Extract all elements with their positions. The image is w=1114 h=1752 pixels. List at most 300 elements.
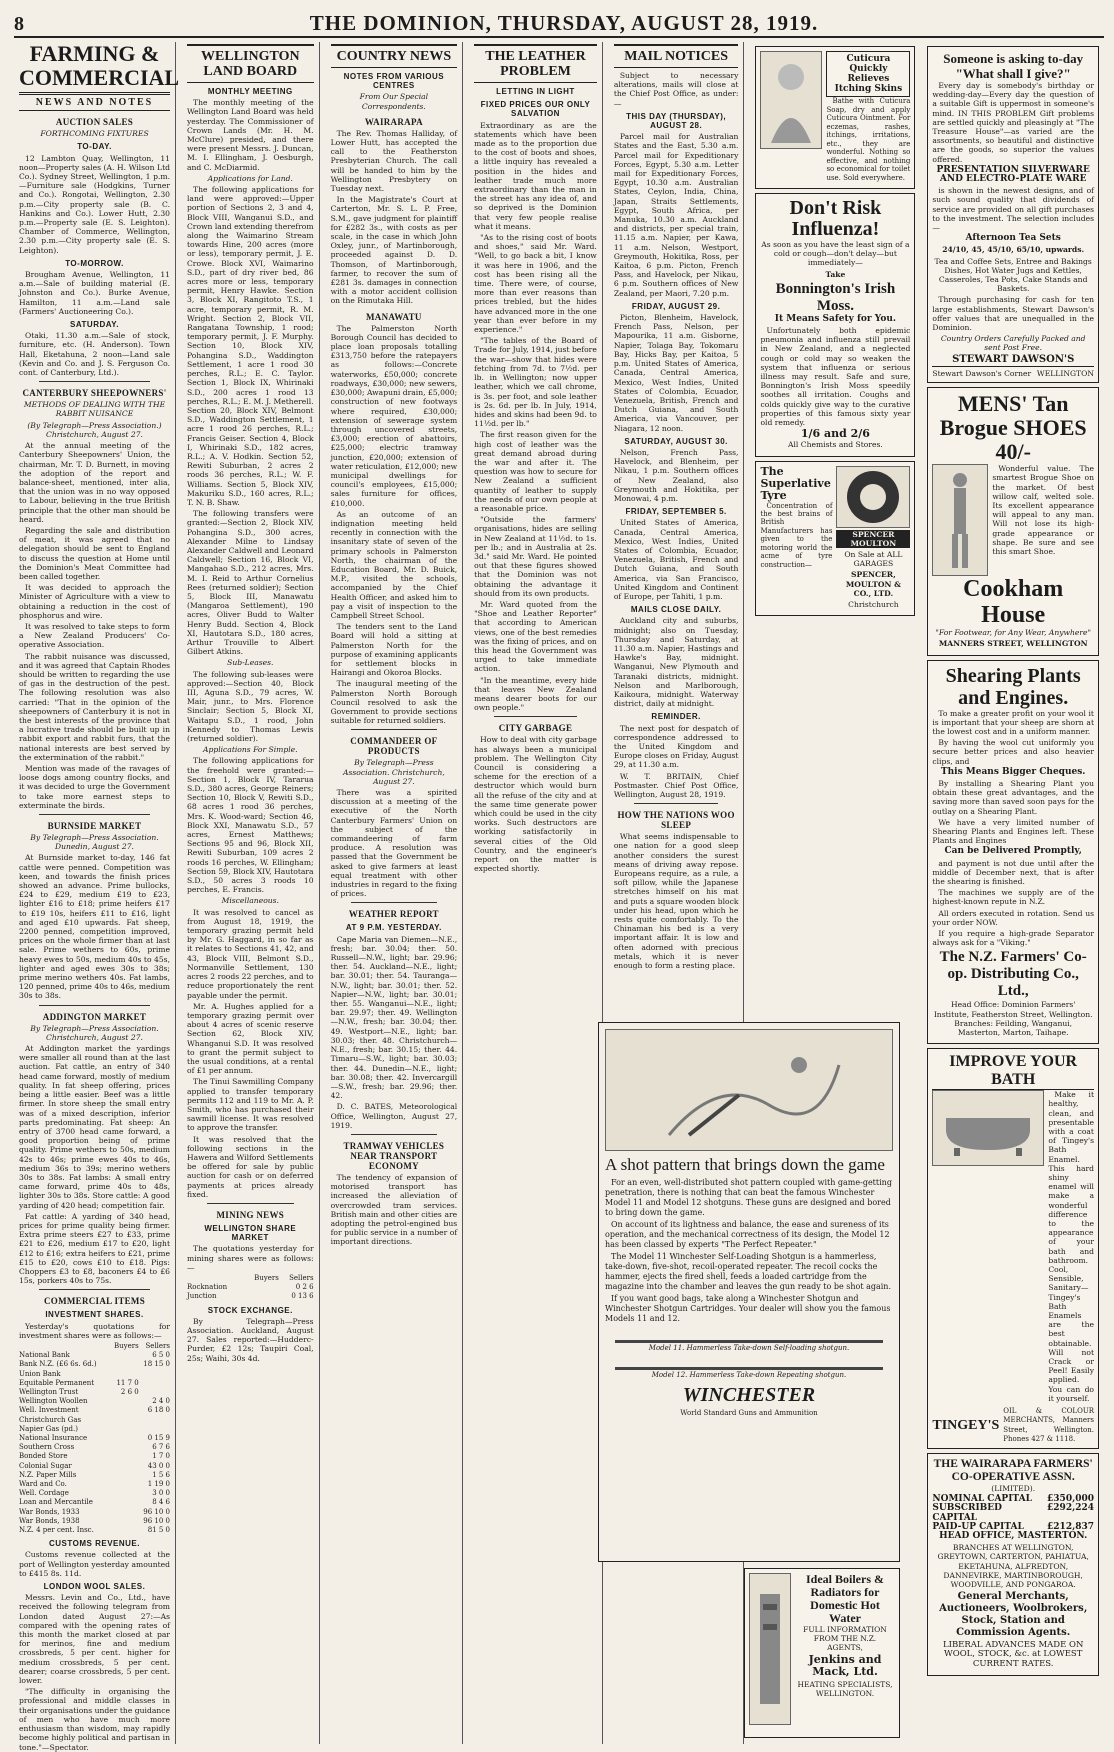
table-cell: [244, 1283, 279, 1292]
bath-footer: [932, 1407, 1094, 1444]
column-ads-right: [921, 42, 1104, 1744]
bonnington-text: Unfortunately both epidemic pneumonia and influenza still prevail in New Zealand, and a neglected cough or cold may so weaken the system that influenza or serious illness may result. Safe and sure, Bonnington's Irish Moss speedily soothes all irritation. Coughs and colds quickly give way to the curative properties of this famous sixty year old remedy.: [760, 326, 911, 428]
mail-day: SATURDAY, AUGUST 30.: [624, 436, 728, 446]
table-row: [19, 1443, 170, 1452]
winchester-text: The Model 11 Winchester Self-Loading Shotgun is a hammerless, take-down, five-shot, recoil-operated repeater. The recoil cocks the hammer, ejects the fired shell, feeds a loaded cartridge from the magazine into the chamber and leaves the gun ready to be shot again.: [605, 1252, 891, 1291]
table-cell: [110, 1370, 139, 1379]
winchester-caption: Model 11. Hammerless Take-down Self-loading shotgun.: [648, 1344, 850, 1352]
auction-text: 12 Lambton Quay, Wellington, 11 noon—Property sales (A. H. Wilson Ltd Co.). Sydney Street, Wellington, 1 p.m.—Furniture sale (Hodgkins, Turner and Co.). Rongotai, Wellington, 2.30 p.m.—City property sale (B. C. Hankins and Co.). Lower Hutt, 2.30 p.m.—Property sale (E. S. Leighton). Chamber of Commerce, Wellington, 2.30 p.m.—City property sale (E. S. Leighton).: [19, 153, 170, 255]
table-cell: Christchurch Gas: [19, 1415, 82, 1424]
section-heading: Applications for Land.: [207, 173, 293, 183]
shearing-text: We have a very limited number of Shearing Plants and Engines left. These Plants and Engines: [932, 817, 1094, 846]
table-cell: [139, 1388, 170, 1397]
dawson-text2: is shown in the newest designs, and of such sound quality that dividends of service are provided on all gift purchases to the investment. The selection includes—: [932, 186, 1094, 233]
table-cell: Union Bank: [19, 1369, 61, 1378]
table-cell: [110, 1462, 139, 1471]
article-paragraph: The Palmerston North Borough Council has decided to place loan proposals totalling £313,750 before the ratepayers as follows:—Concrete waterworks, £50,000; concrete roadways, £30,000; new sewers, £30,000; Awapuni drain, £5,000; construction of new footways where required, £30,000; extension of sewerage system through uncovered streets, £3,000; erection of abattoirs, £25,000; electric tramway junction, £20,000; extension of water reticulation, £12,000; new municipal dwellings for council's employees, £15,000; sales furniture for offices, £10,000.: [330, 323, 458, 508]
wfa-capital-label: SUBSCRIBED CAPITAL: [932, 1503, 1002, 1523]
table-cell: 8 4 6: [152, 1498, 170, 1507]
table-cell: 1 5 6: [152, 1470, 170, 1479]
divider: [39, 1289, 150, 1290]
table-cell: [110, 1434, 139, 1443]
table-cell: N.Z. 4 per cent. Insc.: [19, 1526, 94, 1535]
article-paragraph: Fat cattle: A yarding of 340 head, prices for prime quality being firmer. Extra prime steers £27 to £33, prime £21 to £26, medium £17 to £20, light £12 to £16; extra heifers to £21, prime £15 to £20, cows £10 to £18. Pigs: Choppers £3 to £8, baconers £4 to £6 15s, porkers 40s to 75s.: [19, 1211, 170, 1286]
table-row: [19, 1471, 170, 1480]
page-number: 8: [14, 13, 24, 35]
bonnington-price: 1/6 and 2/6: [800, 427, 870, 441]
weather-heading: WEATHER REPORT: [348, 909, 439, 920]
table-row: [19, 1462, 170, 1471]
table-cell: 2 4 0: [152, 1397, 170, 1406]
table-cell: Rocknation: [187, 1283, 228, 1292]
shearing-text: and payment is not due until after the middle of December next, that is after the shearing is finished.: [932, 858, 1094, 886]
commercial-heading: COMMERCIAL ITEMS: [43, 1296, 146, 1307]
article-paragraph: The following applications for land were approved:—Upper portion of Sections 2, 3 and 4, Block VIII, Wanganui S.D., and Crown land extending therefrom along the Waimarino Stream towards Hine, 200 acres (more or less), temporary permit, J. E. Crowe. Block XVI, Waimarino S.D., part of dry river bed, 86 acres more or less, temporary permit, Henry Hawke. Section 3, Block XI, Rangitoto T.S., 1 acre, temporary permit, R. M. Wright. Section 2, Block VII, Rangatana Township, 1 rood; temporary permit, J. F. Murphy. Section 10, Block XIV, Pohangina S.D., Waddington Settlement, 1 acre 1 rood 30 perches, R.L.; E. C. Taylor. Section 1, Block IX, Whirinaki S.D., 200 acres 1 rood 13 perches, R.L.; E. M. J. Metherell. Section 20, Block XIV, Belmont S.D., Waddington Settlement, 1 acre 1 rood 26 perches, R.L.; Francis Geiser. Section 4, Block I, Whirinaki S.D., 182 acres, R.L.; A. V. Hodkin. Section 52, Rewiti Suburban, 2 acres 2 roods 36 perches, R.L.; W. F. Williams. Section 5, Block XIV, Makuriku S.D., 160 acres, R.L.; T. N. B. Shaw.: [187, 185, 314, 507]
table-row: [19, 1498, 170, 1507]
article-paragraph: It was resolved that the following sections in the Hawera and Wilford Settlements be offered for sale by public auction for cash or on deferred payments at prices already fixed.: [187, 1134, 314, 1199]
article-paragraph: "Outside the farmers' organisations, hides are selling in New Zealand at 11½d. to 1s. per lb.; and in Australia at 2s. 3d." said Mr. Ward. He pointed out that these figures showed that the Dominion was not obtaining the advantage it should from its own products.: [474, 515, 597, 598]
boiler-text: FULL INFORMATION FROM THE N.Z. AGENTS,: [803, 1625, 887, 1652]
article-paragraph: The following transfers were granted:—Section 2, Block XIV, Pohangina S.D., 300 acres, Alexander Milne to Lindsay Alexander Caldwell and Leonard Caldwell; Section 16, Block VI, Mangahao S.D., 212 acres, Mrs. M. I. Reid to Arthur Cornelius Rees (returned soldier); Section 5, Block III, Manawatu (Mangaroa Settlement), 190 acres, Oliver Budd to Walter Henry Budd. Section 4, Block XI, Hautotara S.D., 180 acres, Arthur Trouville to Albert Gilbert Atkins.: [187, 509, 314, 657]
bonnington-chemists: All Chemists and Stores.: [788, 440, 883, 450]
dawson-text3: Through purchasing for cash for ten large establishments, Stewart Dawson's offer values that are unequalled in the Dominion.: [932, 295, 1094, 333]
table-row: [19, 1370, 170, 1379]
table-row: [19, 1434, 170, 1443]
dawson-tea: Afternoon Tea Sets: [965, 233, 1061, 244]
stock-text: By Telegraph—Press Association. Auckland, August 27. Sales reported:—Hudderc-Purder, £2 12s; Taupiri Coal, 25s; Waihi, 30s 4d.: [187, 1316, 314, 1363]
table-header-cell: [19, 1342, 110, 1351]
divider: [351, 1134, 438, 1135]
cuticura-ad: [755, 46, 915, 189]
article-paragraph: "As to the rising cost of boots and shoes," said Mr. Ward. "Well, to go back a bit, I know it was here in 1906, and the cost has been rising all the time. There were, of course, more than ever reasons than prices trebled, but the hides have advanced more in the one year than ever before in my experience.": [474, 233, 597, 335]
table-cell: National Insurance: [19, 1434, 88, 1442]
stock-heading: STOCK EXCHANGE.: [207, 1305, 293, 1315]
wfa-capital-row: [932, 1504, 1094, 1522]
woman-illustration-icon: [760, 51, 822, 149]
article-byline: By Telegraph—Press Association. Christchurch, August 27.: [30, 1023, 159, 1042]
article-byline: (By Telegraph—Press Association.) Christchurch, August 27.: [27, 420, 162, 439]
mining-heading: MINING NEWS: [216, 1209, 285, 1220]
shearing-text: By installing a Shearing Plant you obtain these great advantages, and the saving more than saved soon pays for the outlay on a Shearing Plant.: [932, 778, 1094, 816]
article-heading: CANTERBURY SHEEPOWNERS': [22, 388, 167, 399]
wfa-general: General Merchants, Auctioneers, Woolbrokers, Stock, Station and Commission Agents.: [939, 1591, 1088, 1639]
wfa-capital-label: NOMINAL CAPITAL: [932, 1494, 1032, 1505]
dawson-text: Every day is somebody's birthday or wedding-day—Every day the question of a suitable Gift is uppermost in someone's mind. IN THIS PROBLEM Gift problems are settled quickly and pleasingly at "The Treasure House"—as varied are the assortments, so beautiful and distinctive are the goods, so superior the values offered.: [932, 81, 1094, 164]
tyre-city: Christchurch: [848, 600, 899, 610]
table-row: [19, 1452, 170, 1461]
article-paragraph: The tenders sent to the Land Board will hold a sitting at Palmerston North for the purpose of examining applicants for settlement blocks in Hairangi and Okoroa Blocks.: [330, 622, 458, 678]
table-cell: 43 0 0: [147, 1461, 170, 1470]
table-cell: [139, 1416, 170, 1425]
dawson-footer-city: WELLINGTON: [1036, 368, 1094, 378]
wfa-branches: BRANCHES AT WELLINGTON, GREYTOWN, CARTERTON, PAHIATUA, EKETAHUNA, ALFREDTON, DANNEVIRKE, MARTINBOROUGH, WOODVILLE, AND PONGAROA.: [937, 1543, 1089, 1589]
divider: [39, 814, 150, 815]
article-heading: THE LEATHER PROBLEM: [474, 44, 597, 83]
auction-day: TO-DAY.: [77, 142, 112, 152]
table-cell: 2 6 0: [120, 1387, 139, 1396]
table-cell: [110, 1452, 139, 1461]
mail-text: Parcel mail for Australian States and the East, 5.30 a.m. Parcel mail for Expeditionary Forces, Egypt, 5.30 a.m. Letter mail for Expeditionary Forces, Egypt, 10.30 a.m. Australian States, Ceylon, India, China, Japan, Straits Settlements, Egypt, South Africa, per Manuka, 10.30 a.m. Auckland and districts, per special train, 11.15 a.m. Napier, per Kawa, 11 a.m. Nelson, Westport, Greymouth, Hokitika, Ross, per Kaitoa, 6 p.m. Picton, French Pass, and Havelock, per Nikau, 6 p.m. Southern offices of New Zealand, per Maori, 7.20 p.m.: [613, 132, 739, 298]
table-cell: [110, 1351, 139, 1360]
article-heading: ADDINGTON MARKET: [42, 1011, 147, 1022]
dawson-name: STEWART DAWSON'S: [952, 353, 1075, 365]
wfa-capital-list: [932, 1495, 1094, 1532]
divider: [39, 1005, 150, 1006]
table-cell: 96 10 0: [143, 1516, 170, 1525]
bath-text: Make it healthy, clean, and presentable with a coat of Tingey's Bath Enamel. This hard shiny enamel will make a wonderful difference to the appearance of your bath and bathroom. Cool, Sensible, Sanitary—Tingey's Bath Enamels are the best obtainable. Will not Crack or Peel! Easily applied. You can do it yourself.: [1048, 1090, 1095, 1403]
shotgun-model11-icon: [615, 1330, 883, 1343]
mail-day: REMINDER.: [651, 712, 701, 722]
article-paragraph: Mention was made of the ravages of loose dogs among country flocks, and it was decided to urge the Government to take more earnest steps to exterminate the birds.: [19, 764, 170, 810]
dawson-headline: Someone is asking to-day "What shall I give?": [943, 51, 1084, 81]
table-row: [19, 1388, 170, 1397]
column-farming: [14, 41, 180, 1752]
article-paragraph: The rabbit nuisance was discussed, and it was agreed that Captain Rhodes should be written to regarding the use of gas in the destruction of the pest. The following resolution was also carried: "That in the opinion of the sheepowners of Canterbury it is not in the best interests of the province that a lucrative trade should be built up in rabbit export and rabbit furs, that the national interests are best served by the extermination of the rabbit.": [19, 651, 170, 762]
article-paragraph: There was a spirited discussion at a meeting of the executive of the North Canterbury Farmers' Union on the subject of the commandeering of farm produce. A resolution was passed that the Government be asked to give farmers at least equal treatment with other industries in regard to the fixing of prices.: [330, 788, 458, 899]
shearing-text: All orders executed in rotation. Send us your order NOW.: [932, 908, 1094, 927]
shoe-tag: "For Footwear, for Any Wear, Anywhere": [935, 628, 1092, 638]
wfa-liberal: LIBERAL ADVANCES MADE ON WOOL, STOCK, &c. at LOWEST CURRENT RATES.: [942, 1640, 1084, 1669]
bonnington-headline: Bonnington's Irish Moss.: [775, 280, 896, 314]
table-cell: Well. Investment: [19, 1406, 79, 1415]
mail-day: THIS DAY (THURSDAY), AUGUST 28.: [626, 111, 727, 131]
article-paragraph: How to deal with city garbage has always been a municipal problem. The Wellington City Council is considering a scheme for the erection of a destructor which would burn all the refuse of the city and at the same time generate power which could be used in the city works. Such destructors are working satisfactorily in several cities of the Old Country, and the engineer's report on the matter is expected shortly.: [474, 735, 597, 874]
article-paragraph: The inaugural meeting of the Palmerston North Borough Council resolved to ask the Government to provide sections suitable for returned soldiers.: [330, 679, 458, 726]
shearing-text: If you require a high-grade Separator always ask for a "Viking.": [932, 928, 1094, 948]
auction-tomorrow: TO-MORROW.: [65, 258, 124, 268]
table-cell: National Bank: [19, 1351, 70, 1360]
customs-text: Customs revenue collected at the port of Wellington yesterday amounted to £415 8s. 11d.: [19, 1550, 170, 1578]
tyre-ad: [755, 461, 915, 617]
article-heading: TRAMWAY VEHICLES NEAR TRANSPORT ECONOMY: [343, 1140, 445, 1171]
section-heading: Applications For Simple.: [202, 745, 298, 755]
tyre-icon: [836, 466, 910, 528]
influenza-text: As soon as you have the least sign of a cold or cough—don't delay—but immediately—: [761, 240, 910, 268]
tyre-sale: On Sale at ALL GARAGES: [844, 550, 903, 569]
article-heading: COUNTRY NEWS: [331, 44, 458, 68]
mail-day: FRIDAY, AUGUST 29.: [631, 301, 721, 311]
weather-subheading: AT 9 P.M. YESTERDAY.: [345, 923, 442, 933]
table-cell: 18 15 0: [143, 1360, 170, 1369]
shoe-address: MANNERS STREET, WELLINGTON: [938, 639, 1088, 649]
wfa-capital-value: £212,837: [1047, 1521, 1094, 1532]
customs-heading: CUSTOMS REVENUE.: [49, 1539, 140, 1549]
mining-note: The quotations yesterday for mining shares were as follows:—: [187, 1244, 314, 1272]
table-cell: Wellington Trust: [19, 1387, 79, 1396]
article-paragraph: The Rev. Thomas Halliday, of Lower Hutt, has accepted the call to the Featherston Presbyterian Church. The call will be handed to him by the Wellington Presbytery on Tuesday next.: [330, 128, 458, 194]
table-row: [19, 1360, 170, 1369]
article-paragraph: Mr. A. Hughes applied for a temporary grazing permit over about 4 acres of scenic reserve Section 62, Block XIV, Whanganui S.D. It was resolved to grant the permit subject to the usual conditions, at a rental of £1 per annum.: [187, 1001, 314, 1076]
table-cell: [110, 1397, 139, 1406]
mail-text: United States of America, Canada, Central America, Mexico, West Indies, United States of Colombia, Ecuador, Venezuela, British, French and Dutch Guiana, and South America, via San Francisco, United Kingdom and Continent of Europe, per Tahiti, 1 p.m.: [613, 518, 739, 601]
article-paragraph: The first reason given for the high cost of leather was the great demand abroad during the war and after it. The question was how to secure for New Zealand a sufficient quantity of leather to supply the needs of our own people at a reasonable price.: [474, 430, 597, 513]
auction-heading: AUCTION SALES: [55, 117, 134, 128]
article-subheading: FIXED PRICES OUR ONLY SALVATION: [480, 100, 591, 119]
table-cell: [110, 1406, 139, 1415]
auction-saturday: SATURDAY.: [70, 320, 119, 330]
table-header-row: [19, 1342, 170, 1351]
table-cell: [110, 1425, 139, 1434]
table-cell: 3 0 0: [152, 1489, 170, 1498]
divider: [351, 902, 438, 903]
article-paragraph: At the annual meeting of the Canterbury Sheepowners' Union, the chairman, Mr. T. D. Burnett, in moving the adoption of the report and balance-sheet, mentioned, inter alia, that the union was in no way opposed to Labour, believing in the true British principle that the other man should be heard.: [19, 441, 170, 524]
boiler-foot: HEATING SPECIALISTS, WELLINGTON.: [797, 1680, 893, 1698]
winchester-brand: WINCHESTER: [682, 1384, 816, 1406]
table-cell: 0 13 6: [291, 1292, 314, 1301]
section-subbanner: NEWS AND NOTES: [19, 98, 170, 111]
winchester-ad: [598, 1022, 900, 1562]
section-heading: Sub-Leases.: [227, 658, 274, 668]
wairarapa-farmers-ad: [927, 1453, 1099, 1676]
table-cell: Junction: [187, 1292, 217, 1301]
table-cell: Napier Gas (pd.): [19, 1424, 78, 1433]
table-cell: [244, 1292, 279, 1301]
quote-text: "The difficulty in organising the professional and middle classes in their organisations under the guidance of men who have much more enthusiasm than wisdom, may rapidly become highly political and partisan in tone."—Spectator.: [19, 1687, 170, 1752]
mail-day: MAILS CLOSE DAILY.: [630, 605, 722, 615]
mail-text: Picton, Blenheim, Havelock, French Pass, Nelson, per Mapourika, 11 a.m. Gisborne, Napier, Tolaga Bay, Tokomaru Bay, Hicks Bay, per Kaitoa, 5 p.m. United States of America, Canada, Central America, Mexico, West Indies, United States of Colombia, Ecuador, Venezuela, British, French and Dutch Guiana, and South America, via Vancouver, per Niagara, 12 noon.: [613, 313, 739, 433]
shares-table: [19, 1342, 170, 1535]
boiler-headline: Ideal Boilers & Radiators for Domestic Hot Water: [806, 1572, 884, 1625]
boiler-agent: Jenkins and Mack, Ltd.: [808, 1653, 882, 1678]
table-row: [19, 1397, 170, 1406]
article-byline: By Telegraph—Press Association. Dunedin, August 27.: [30, 833, 159, 852]
bath-body: [932, 1090, 1094, 1405]
article-heading: BURNSIDE MARKET: [47, 821, 142, 832]
dawson-items: Tea and Coffee Sets, Entree and Bakings Dishes, Hot Water Jugs and Kettles, Casseroles, Tea Pots, Cake Stands and Baskets.: [934, 256, 1092, 294]
paper-title: THE DOMINION, THURSDAY, AUGUST 28, 1919.: [309, 11, 819, 35]
table-cell: [110, 1489, 139, 1498]
table-cell: [110, 1416, 139, 1425]
article-byline: From Our Special Correspondents.: [359, 92, 429, 111]
article-paragraph: "The tables of the Board of Trade for July, 1914, just before the war—show that hides were fetching from 7d. to 7½d. per lb. in Wellington; now upper leather, which we call chrome, is 3s. per foot, and sole leather is 2s. 6d. per lb. In July, 1914, hides and skins had been 9d. to 11½d. per lb.": [474, 336, 597, 429]
divider: [207, 1203, 294, 1204]
table-cell: Southern Cross: [19, 1443, 75, 1452]
bath-illustration-icon: [932, 1090, 1044, 1166]
table-cell: [110, 1443, 139, 1452]
article-heading: CITY GARBAGE: [498, 723, 573, 734]
table-row: [19, 1416, 170, 1425]
table-cell: 1 19 0: [147, 1480, 170, 1489]
table-cell: [110, 1526, 139, 1535]
article-paragraph: In the Magistrate's Court at Carterton, Mr. S. L. P. Free, S.M., gave judgment for plaintiff for £282 3s., with costs as per scale, in the case in which John Oxley, junr., of Martinborough, proceeded against D. D. Thomson, of Martinborough, farmer, to recover the sum of £281 3s. damages in connection with a motor accident collision on the Rimutaka Hill.: [330, 195, 458, 306]
table-cell: Wellington Woollen: [19, 1397, 88, 1406]
section-heading: Miscellaneous.: [221, 896, 279, 906]
boiler-ad: [744, 1568, 900, 1738]
wfa-office: HEAD OFFICE, MASTERTON.: [939, 1530, 1088, 1541]
wfa-limited: (LIMITED).: [991, 1483, 1036, 1493]
table-cell: Colonial Sugar: [19, 1461, 72, 1470]
winchester-text: If you want good bags, take along a Winchester Shotgun and Winchester Shotgun Cartridges. Your dealer will show you the famous Models 11 and 12.: [605, 1294, 891, 1323]
table-cell: [110, 1498, 139, 1507]
table-row: [187, 1292, 314, 1301]
weather-sign: D. C. BATES, Meteorological Office, Wellington, August 27, 1919.: [330, 1102, 458, 1130]
region-heading: MANAWATU: [366, 311, 422, 322]
table-cell: War Bonds, 1938: [19, 1516, 80, 1525]
article-subheading: METHODS OF DEALING WITH THE RABBIT NUISANCE: [23, 400, 166, 419]
shearing-headline: Shearing Plants and Engines.: [945, 664, 1081, 709]
cookham-ad: [927, 387, 1099, 655]
divider: [494, 716, 577, 717]
winchester-headline: A shot pattern that brings down the game: [605, 1155, 885, 1174]
bath-address: OIL & COLOUR MERCHANTS, Manners Street, Wellington. Phones 427 & 1118.: [1003, 1407, 1094, 1443]
bonnington-ad: [755, 193, 915, 457]
shares-body: [19, 1351, 170, 1535]
winchester-text: On account of its lightness and balance, the ease and sureness of its operation, and the mechanical correctness of its design, the Model 12 has been classed by experts "The Perfect Repeater.": [605, 1220, 890, 1249]
mining-subheading: WELLINGTON SHARE MARKET: [204, 1223, 297, 1243]
boiler-illustration-icon: [749, 1573, 791, 1725]
table-cell: 6 5 0: [152, 1351, 170, 1360]
golfer-illustration-icon: [932, 464, 988, 576]
mail-day: FRIDAY, SEPTEMBER 5.: [625, 507, 727, 517]
table-row: [19, 1425, 170, 1434]
shearing-text: To make a greater profit on your wool it is important that your sheep are shorn at the lowest cost and in a uniform manner.: [932, 708, 1094, 736]
article-paragraph: Mr. Ward quoted from the "Shoe and Leather Reporter" that according to American views, one of the best remedies was the fixing of prices, and on this head the Government was urged to take immediate action.: [474, 599, 597, 674]
cuticura-text: Bathe with Cuticura Soap, dry and apply Cuticura Ointment. For eczemas, rashes, itchings, irritations, etc., they are wonderful. Nothing so effective, and nothing so economical for toilet use. Sold everywhere.: [826, 97, 911, 182]
table-cell: Well. Cordage: [19, 1489, 69, 1498]
dawson-tea-price: 24/10, 45, 45/10, 65/10, upwards.: [942, 245, 1085, 255]
table-cell: [139, 1370, 170, 1379]
article-heading: MAIL NOTICES: [614, 44, 739, 68]
article-heading: HOW THE NATIONS WOO SLEEP: [617, 810, 735, 831]
table-row: [19, 1526, 170, 1535]
table-header-row: [187, 1274, 314, 1283]
winchester-text: For an even, well-distributed shot pattern coupled with game-getting penetration, there is nothing that can beat the famous Winchester Model 11 and Model 12 shotguns. These guns are designed and bored to bring down the game.: [605, 1178, 892, 1217]
shearing-brand: The N.Z. Farmers' Co-op. Distributing Co., Ltd.,: [939, 949, 1087, 1000]
table-row: [19, 1480, 170, 1489]
mail-sign: W. T. BRITAIN, Chief Postmaster. Chief Post Office, Wellington, August 28, 1919.: [613, 771, 739, 800]
table-cell: 6 7 6: [152, 1443, 170, 1452]
shoe-body: [932, 464, 1094, 576]
masthead: [14, 6, 1104, 38]
mail-text: The next post for despatch of correspondence addressed to the United Kingdom and Europe closes on Friday, August 29, at 11.30 a.m.: [613, 723, 739, 770]
shoe-headline: MENS' Tan Brogue SHOES 40/-: [939, 391, 1087, 465]
article-subheading: LETTING IN LIGHT: [496, 87, 575, 96]
table-cell: 96 10 0: [143, 1507, 170, 1516]
shearing-text: The machines we supply are of the highest-known repute in N.Z.: [932, 888, 1094, 907]
tyre-maker: SPENCER, MOULTON & CO., LTD.: [845, 570, 901, 598]
shearing-office: Head Office: Dominion Farmers' Institute, Featherston Street, Wellington. Branches: Feilding, Wanganui, Masterton, Marton, Taihape.: [933, 1000, 1093, 1037]
region-heading: WAIRARAPA: [364, 116, 423, 127]
shearing-ad: [927, 660, 1099, 1045]
table-cell: 1 7 0: [152, 1452, 170, 1461]
table-row: [19, 1351, 170, 1360]
article-paragraph: It was resolved to cancel as from August 18, 1919, the temporary grazing permit held by Mr. G. Haggard, in so far as it relates to Sections 41, 42, and 43, Block VIII, Belmont S.D., Normanville Settlement, 130 acres 2 roods 22 perches, and to reduce proportionately the rent payable under the permit.: [187, 907, 314, 1000]
table-header-cell: Sellers: [145, 1341, 170, 1350]
hunter-illustration-icon: [605, 1029, 893, 1151]
shares-heading: INVESTMENT SHARES.: [45, 1310, 144, 1320]
article-paragraph: Subject to necessary alterations, mails will close at the Chief Post Office, as under:—: [613, 71, 739, 108]
article-byline: By Telegraph—Press Association. Christchurch, August 27.: [342, 758, 445, 786]
shares-note: Yesterday's quotations for investment shares were as follows:—: [19, 1321, 170, 1340]
article-paragraph: Regarding the sale and distribution of meat, it was agreed that no delegation should be sent to England to discuss the question at Home until the Dominion's Meat Committee had been called together.: [19, 525, 170, 581]
table-cell: Equitable Permanent: [19, 1378, 95, 1387]
article-paragraph: At Addington market the yardings were smaller all round than at the last auction. Fat cattle, an entry of 340 head came forward, mostly of medium quality. In fat sheep offering, prices being a little easier. Beef was a little firmer. In store sheep the small entry was of a mixed description, inferior parts predominating. Fat sheep: An entry of 3700 head came forward, a good proportion being of prime quality. Prime wethers to 50s, medium 42s to 46s; prime ewes 40s to 46s, medium 36s to 39s; merino wethers 30s to 38s. Fat lambs: A small entry came forward, prime 40s to 48s, lighter 30s to 38s. Store cattle: A good yarding of 420 head; competition fair.: [19, 1044, 170, 1210]
shotgun-model12-icon: [615, 1357, 883, 1370]
article-paragraph: The following applications for the freehold were granted:—Section 1, Block IV, Tararua S.D., 380 acres, George Reiners; Section 10, Block V, Rewiti S.D., 68 acres 1 rood 36 perches, Mrs. K. Wood-ward; Section 46, Block XXI, Manawatu S.D., 57 acres, Ernest Matthews; Sections 95 and 96, Block XII, Rewiti Suburban, 109 acres 2 roods 16 perches, W. Ellingham; Section 59, Block XIV, Hautotara S.D., 50 acres 3 roods 10 perches, E. Francis.: [187, 756, 314, 895]
wfa-capital-value: £292,224: [1047, 1503, 1094, 1514]
columns: [14, 41, 1104, 1752]
column-country-news: [326, 42, 464, 1744]
article-paragraph: "In the meantime, every hide that leaves New Zealand means dearer boots for our own people.": [474, 675, 597, 713]
article-paragraph: Extraordinary as are the statements which have been made as to the proportion due to the cost of boots and shoes, a little inquiry has revealed a position in the hides and leather trade much more extraordinary than the man in the street has any idea of, and so deprived is the Dominion that very few people realise what it means.: [474, 120, 597, 231]
article-subheading: MONTHLY MEETING: [207, 87, 293, 96]
table-cell: [139, 1425, 170, 1434]
divider: [39, 381, 150, 382]
dawson-country: Country Orders Carefully Packed and sent Post Free.: [940, 334, 1086, 353]
shearing-means: This Means Bigger Cheques.: [940, 766, 1086, 777]
weather-text: Cape Maria van Diemen—N.E., fresh; bar. 30.04; ther. 50. Russell—N.W., light; bar. 29.96; ther. 54. Auckland—N.E., light; bar. 30.01; ther. 54. Tauranga—N.W., light; bar. 30.01; ther. 52. Napier—N.W., light; bar. 30.01; ther. 55. Wanganui—N.E., light; bar. 29.97; ther. 49. Wellington—N.W., fresh; bar. 30.04; ther. 49. Westport—N.E., light; bar. 30.03; ther. 48. Christchurch—N.E., fresh; bar. 30.15; ther. 44. Timaru—S.W., light; bar. 30.03; ther. 44. Dunedin—N.E., light; bar. 30.08; ther. 42. Invercargill—S.W., fresh; bar. 29.96; ther. 42.: [330, 934, 458, 1101]
tingey-ad: [927, 1048, 1099, 1449]
shearing-delivered: Can be Delivered Promptly,: [944, 846, 1082, 857]
dawson-footer-corner: Stewart Dawson's Corner: [932, 368, 1032, 378]
wool-heading: LONDON WOOL SALES.: [43, 1582, 146, 1592]
mail-text: Auckland city and suburbs, midnight; also on Tuesday, Thursday and Saturday, at 11.30 a.m. Napier, Hastings and Hawke's Bay, midnight. Wanganui, New Plymouth and Taranaki districts, midnight. Nelson and Marlborough, Kaikoura, midnight. Waterway district, daily at midnight.: [613, 616, 739, 709]
table-cell: Loan and Mercantile: [19, 1498, 93, 1507]
influenza-headline: Don't Risk Influenza!: [789, 197, 882, 240]
auction-saturday-text: Otaki, 11.30 a.m.—Sale of stock, furniture, etc. (H. Anderson). Town Hall, Eketahuna, 2 noon—Land sale (Kevin and Co. and J. S. Ferguson Co. cont. of Canterbury, Ltd.).: [19, 331, 170, 378]
mail-text: Nelson, French Pass, Havelock, and Blenheim, per Nikau, 1 p.m. Southern offices of New Zealand, also Greymouth and Hokitika, per Monowai, 4 p.m.: [613, 447, 739, 503]
mining-table: [187, 1274, 314, 1302]
table-cell: N.Z. Paper Mills: [19, 1470, 77, 1479]
table-cell: [110, 1471, 139, 1480]
shoe-brand: Cookham House: [963, 576, 1064, 629]
table-header-cell: Buyers: [254, 1273, 279, 1282]
auction-subheading: FORTHCOMING FIXTURES: [40, 129, 149, 139]
table-cell: [110, 1508, 139, 1517]
article-heading: COMMANDEER OF PRODUCTS: [350, 736, 438, 757]
winchester-caption: Model 12. Hammerless Take-down Repeating shotgun.: [651, 1371, 847, 1379]
shearing-text: By having the wool cut uniformly you secure better prices and also heavier clips, and: [932, 738, 1094, 766]
table-cell: [110, 1360, 139, 1369]
wool-text: Messrs. Levin and Co., Ltd., have received the following telegram from London dated August 27:—As compared with the opening rates of this month the market closed at par for merinos, fine and medium crossbreds, 5 per cent. higher for medium crossbreds, 5 per cent. dearer; coarse crossbreds, 5 per cent. lower.: [19, 1593, 170, 1686]
article-paragraph: The following sub-leases were approved:—Section 40, Block III, Aguna S.D., 79 acres, W. Mair, junr., to Mrs. Florence Sinclair; Section 5, Block XI, Waitapu S.D., 1 rood, John Kennedy to Thomas Lewis (returned soldier).: [187, 669, 314, 744]
table-cell: Bonded Store: [19, 1452, 68, 1461]
table-cell: War Bonds, 1933: [19, 1507, 80, 1516]
article-paragraph: The tendency of expansion of motorised transport has increased the alleviation of overcrowded tram services. British main and other cities are adopting the petrol-engined bus for public service in a number of important directions.: [330, 1172, 458, 1247]
article-paragraph: The monthly meeting of the Wellington Land Board was held yesterday. The Commissioner of Crown Lands (Mr. H. M. McClure) presided, and there were present Messrs. J. Duncan, M. I. Ellingham, J. Oesburgh, and C. McDiarmid.: [187, 98, 314, 172]
column-leather: [469, 42, 603, 1744]
table-header-cell: Sellers: [289, 1273, 314, 1282]
table-cell: [139, 1379, 170, 1388]
article-subheading: NOTES FROM VARIOUS CENTRES: [343, 72, 445, 91]
table-header-cell: Buyers: [114, 1341, 139, 1350]
table-row: [187, 1283, 314, 1292]
table-cell: 6 18 0: [147, 1406, 170, 1415]
table-cell: 0 15 9: [147, 1434, 170, 1442]
article-paragraph: The Tinui Sawmilling Company applied to transfer temporary permits 112 and 119 to Mr. A. P. Smith, who has purchased their sawmill license. It was resolved to approve the transfer.: [187, 1077, 314, 1133]
table-row: [19, 1517, 170, 1526]
table-cell: [110, 1480, 139, 1489]
divider: [634, 803, 719, 804]
wfa-capital-value: £350,000: [1047, 1494, 1094, 1505]
bonnington-safety: It Means Safety for You.: [774, 313, 897, 324]
table-cell: [110, 1517, 139, 1526]
shoe-text: Wonderful value. The smartest Brogue Shoe on the market. Of best willow calf, welted sole. Its excellent appearance will appeal to any man. Will not lose its high-grade appearance or shape. Be sure and see this smart Shoe.: [992, 464, 1094, 556]
dawson-line: PRESENTATION SILVERWARE AND ELECTRO-PLATE WARE: [936, 164, 1090, 185]
take-label: Take: [825, 269, 846, 279]
stewart-dawson-ad: [927, 46, 1099, 383]
table-cell: Bank N.Z. (£6 6s. 6d.): [19, 1360, 97, 1369]
table-row: [19, 1406, 170, 1415]
tyre-headline: The Superlative Tyre: [760, 464, 831, 502]
wfa-headline: THE WAIRARAPA FARMERS' CO-OPERATIVE ASSN.: [933, 1457, 1093, 1483]
section-banner: FARMING & COMMERCIAL: [19, 42, 170, 95]
wfa-capital-label: PAID-UP CAPITAL: [932, 1521, 1024, 1532]
winchester-tag: World Standard Guns and Ammunition: [680, 1409, 818, 1417]
table-row: [19, 1379, 170, 1388]
mining-body: [187, 1283, 314, 1301]
article-paragraph: It was resolved to take steps to form a New Zealand Producers' Co-operative Association.: [19, 621, 170, 650]
